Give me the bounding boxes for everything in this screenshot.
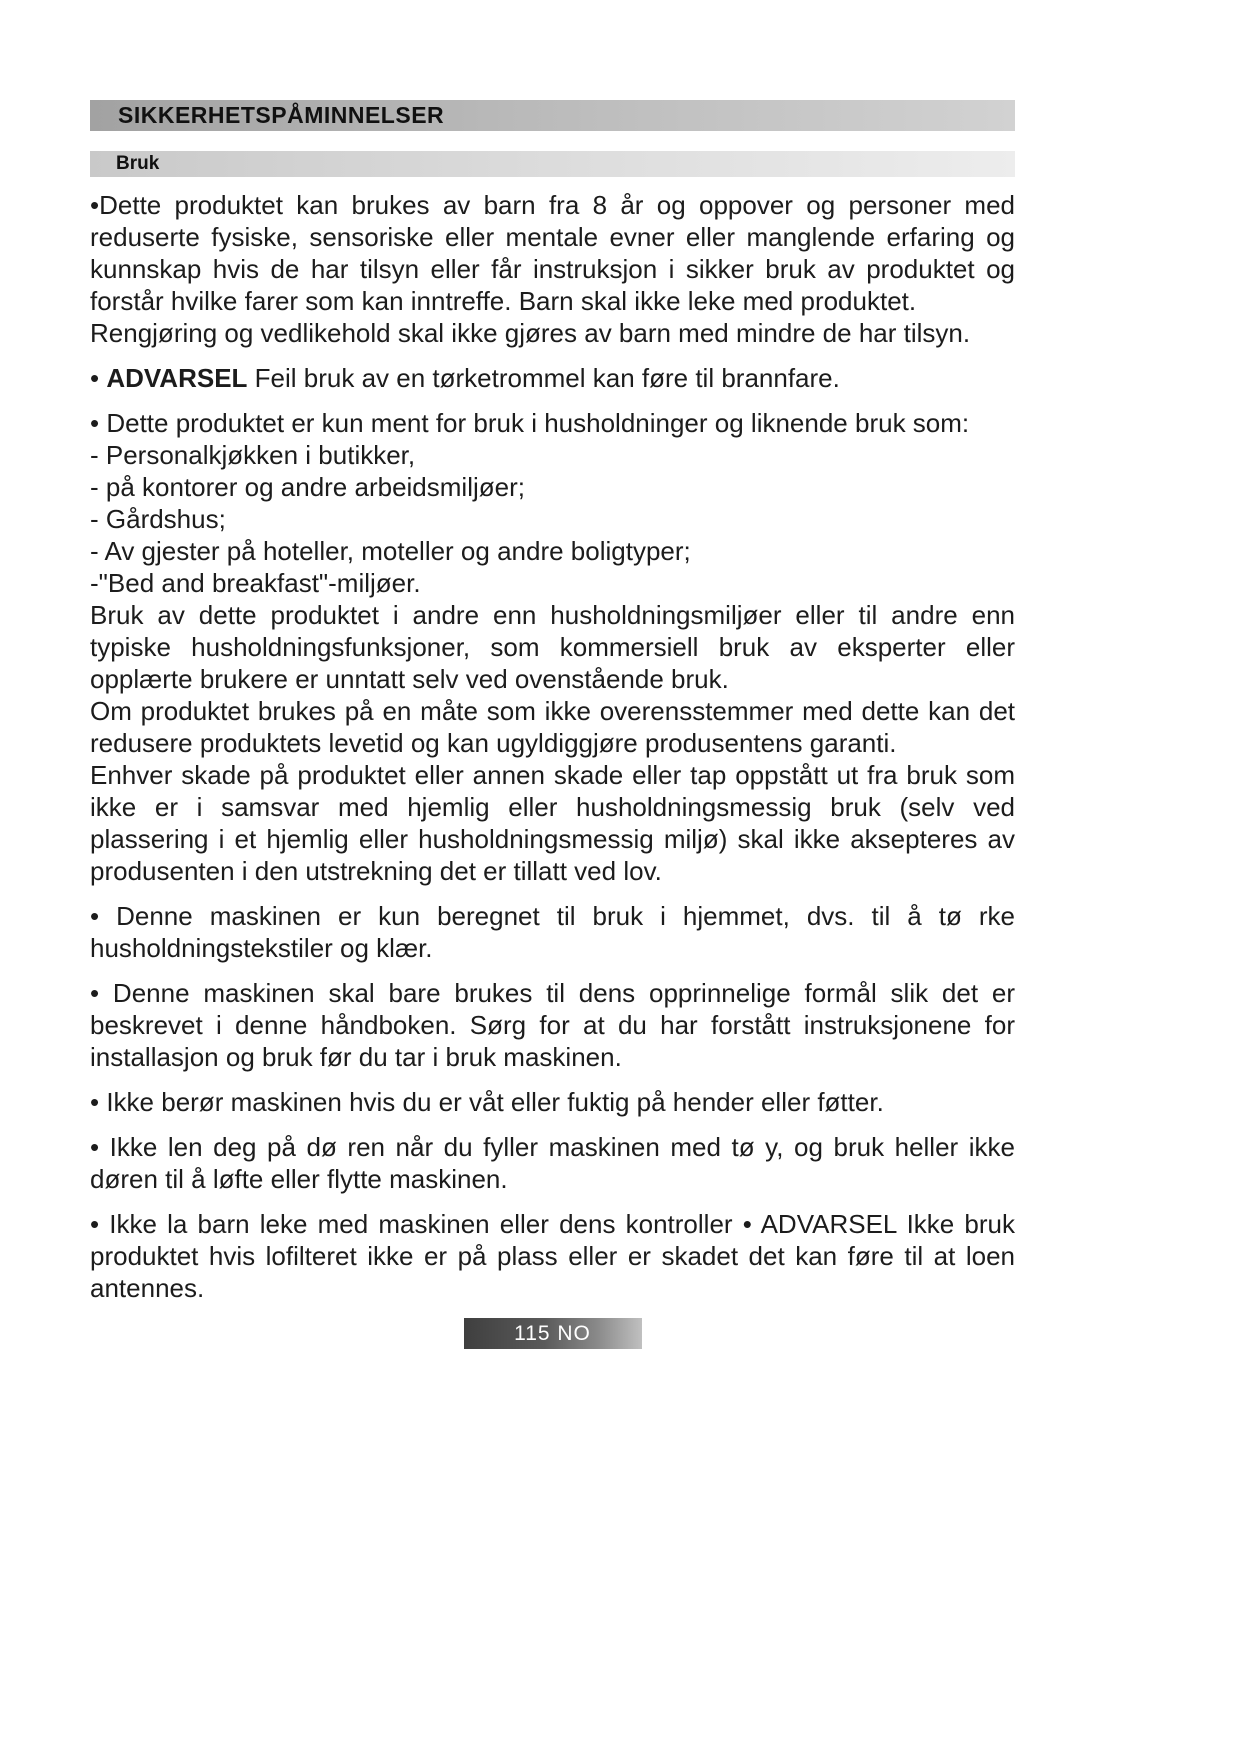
warning-label: ADVARSEL: [106, 363, 248, 393]
paragraph-non-household: Bruk av dette produktet i andre enn husholdningsmiljøer eller til andre enn typiske husholdningsfunksjoner, som kommersiell bruk av eksperter eller opplærte brukere er unntatt selv ved ovenstående bruk.: [90, 600, 1015, 694]
bullet: •: [90, 363, 107, 393]
warning-text: Feil bruk av en tørketrommel kan føre til brannfare.: [247, 363, 840, 393]
page-number: 115 NO: [514, 1321, 591, 1345]
section-header-bar: [90, 100, 1015, 131]
footer: [90, 1318, 1015, 1349]
paragraph-cleaning-maintenance: Rengjøring og vedlikehold skal ikke gjøres av barn med mindre de har tilsyn.: [90, 318, 971, 348]
paragraph-intended-purpose: • Denne maskinen skal bare brukes til dens opprinnelige formål slik det er beskrevet i denne håndboken. Sørg for at du har forstått instruksjonene for installasjon og bruk før du tar i bruk maskinen.: [90, 978, 1015, 1072]
body-text: [90, 189, 1015, 1304]
list-item-staff-kitchens: - Personalkjøkken i butikker,: [90, 440, 416, 470]
subsection-title: Bruk: [116, 153, 160, 174]
paragraph-wet-hands: • Ikke berør maskinen hvis du er våt eller fuktig på hender eller føtter.: [90, 1087, 884, 1117]
paragraph-children-use: •Dette produktet kan brukes av barn fra 8 år og oppover og personer med reduserte fysiske, sensoriske eller mentale evner eller manglende erfaring og kunnskap hvis de har tilsyn eller får instruksjon i sikker bruk av produktet og forstår hvilke farer som kan inntreffe. Barn skal ikke leke med produktet.: [90, 190, 1015, 316]
page-number-badge: [464, 1318, 642, 1349]
paragraph-home-use-only: • Denne maskinen er kun beregnet til bruk i hjemmet, dvs. til å tø rke husholdningstekstiler og klær.: [90, 901, 1015, 963]
paragraph-children-lint-filter: • Ikke la barn leke med maskinen eller dens kontroller • ADVARSEL Ikke bruk produktet hvis lofilteret ikke er på plass eller er skadet det kan føre til at loen antennes.: [90, 1209, 1015, 1303]
paragraph-door-lean: • Ikke len deg på dø ren når du fyller maskinen med tø y, og bruk heller ikke døren til å løfte eller flytte maskinen.: [90, 1132, 1015, 1194]
paragraph-damage-liability: Enhver skade på produktet eller annen skade eller tap oppstått ut fra bruk som ikke er i samsvar med hjemlig eller husholdningsmessig bruk (selv ved plassering i et hjemlig eller husholdningsmessig miljø) skal ikke aksepteres av produsenten i den utstrekning det er tillatt ved lov.: [90, 760, 1015, 886]
list-item-hotels: - Av gjester på hoteller, moteller og andre boligtyper;: [90, 536, 691, 566]
paragraph-warning-fire: [90, 362, 1015, 394]
list-item-bed-breakfast: -"Bed and breakfast"-miljøer.: [90, 568, 421, 598]
subsection-header-bar: [90, 151, 1015, 177]
list-item-offices: - på kontorer og andre arbeidsmiljøer;: [90, 472, 525, 502]
list-item-farmhouses: - Gårdshus;: [90, 504, 226, 534]
section-title: SIKKERHETSPÅMINNELSER: [118, 102, 445, 128]
page-content: [90, 100, 1015, 1349]
paragraph-warranty: Om produktet brukes på en måte som ikke overensstemmer med dette kan det redusere produktets levetid og kan ugyldiggjøre produsentens garanti.: [90, 696, 1015, 758]
paragraph-household-use: • Dette produktet er kun ment for bruk i husholdninger og liknende bruk som:: [90, 408, 970, 438]
